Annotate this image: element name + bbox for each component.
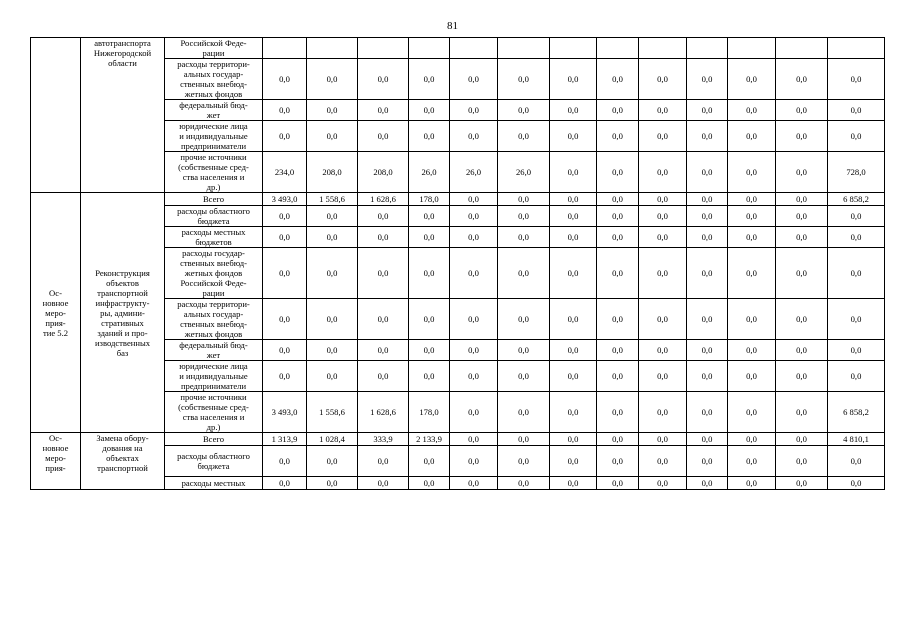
value-cell: 0,0 <box>776 248 828 299</box>
value-cell: 0,0 <box>358 340 409 361</box>
value-cell: 0,0 <box>409 121 450 152</box>
value-cell: 0,0 <box>550 121 597 152</box>
funding-source: юридические лица и индивидуальные предприниматели <box>165 121 263 152</box>
value-cell <box>450 38 498 59</box>
value-cell: 0,0 <box>409 206 450 227</box>
value-cell: 0,0 <box>263 340 307 361</box>
value-cell: 6 858,2 <box>828 392 885 433</box>
value-cell: 0,0 <box>776 193 828 206</box>
funding-source: расходы местных бюджетов <box>165 227 263 248</box>
value-cell: 0,0 <box>828 361 885 392</box>
value-cell: 0,0 <box>498 446 550 477</box>
value-cell: 0,0 <box>307 121 358 152</box>
value-cell: 0,0 <box>550 477 597 490</box>
value-cell: 0,0 <box>828 100 885 121</box>
value-cell: 0,0 <box>550 152 597 193</box>
value-cell: 0,0 <box>498 121 550 152</box>
value-cell: 0,0 <box>409 477 450 490</box>
value-cell: 0,0 <box>450 340 498 361</box>
value-cell: 0,0 <box>639 206 687 227</box>
funding-source: расходы территори- альных государ- ственных внебюд- жетных фондов <box>165 59 263 100</box>
value-cell: 0,0 <box>776 433 828 446</box>
value-cell: 0,0 <box>450 299 498 340</box>
value-cell: 0,0 <box>639 59 687 100</box>
value-cell: 0,0 <box>550 248 597 299</box>
value-cell: 0,0 <box>728 446 776 477</box>
value-cell: 0,0 <box>597 248 639 299</box>
funding-source: расходы областного бюджета <box>165 446 263 477</box>
value-cell: 0,0 <box>550 227 597 248</box>
value-cell: 0,0 <box>687 100 728 121</box>
value-cell: 0,0 <box>728 477 776 490</box>
value-cell: 0,0 <box>639 152 687 193</box>
value-cell: 0,0 <box>776 340 828 361</box>
value-cell: 0,0 <box>450 392 498 433</box>
value-cell: 0,0 <box>450 100 498 121</box>
value-cell: 0,0 <box>597 59 639 100</box>
value-cell: 0,0 <box>597 152 639 193</box>
funding-source: юридические лица и индивидуальные предприниматели <box>165 361 263 392</box>
value-cell: 0,0 <box>550 392 597 433</box>
funding-source: федеральный бюд- жет <box>165 100 263 121</box>
value-cell: 0,0 <box>358 446 409 477</box>
value-cell: 0,0 <box>498 100 550 121</box>
value-cell: 0,0 <box>687 433 728 446</box>
value-cell: 0,0 <box>358 248 409 299</box>
value-cell: 6 858,2 <box>828 193 885 206</box>
value-cell: 0,0 <box>550 299 597 340</box>
value-cell: 0,0 <box>639 248 687 299</box>
value-cell: 0,0 <box>776 206 828 227</box>
value-cell: 0,0 <box>639 340 687 361</box>
value-cell: 0,0 <box>687 193 728 206</box>
value-cell: 0,0 <box>307 446 358 477</box>
value-cell <box>776 38 828 59</box>
value-cell: 0,0 <box>498 340 550 361</box>
value-cell: 0,0 <box>409 361 450 392</box>
value-cell: 0,0 <box>498 227 550 248</box>
value-cell: 0,0 <box>639 477 687 490</box>
value-cell: 0,0 <box>687 206 728 227</box>
value-cell <box>597 38 639 59</box>
value-cell: 2 133,9 <box>409 433 450 446</box>
value-cell: 0,0 <box>597 446 639 477</box>
value-cell: 0,0 <box>450 193 498 206</box>
funding-source: Российской Феде- рации <box>165 38 263 59</box>
value-cell: 0,0 <box>597 433 639 446</box>
value-cell: 0,0 <box>409 299 450 340</box>
value-cell: 0,0 <box>597 477 639 490</box>
value-cell <box>263 38 307 59</box>
value-cell: 0,0 <box>498 206 550 227</box>
table-row <box>31 38 885 59</box>
value-cell: 333,9 <box>358 433 409 446</box>
value-cell: 0,0 <box>639 121 687 152</box>
value-cell: 0,0 <box>450 248 498 299</box>
value-cell: 0,0 <box>550 206 597 227</box>
value-cell: 0,0 <box>307 361 358 392</box>
value-cell: 0,0 <box>307 59 358 100</box>
value-cell: 0,0 <box>550 361 597 392</box>
value-cell: 26,0 <box>409 152 450 193</box>
funding-source: расходы местных <box>165 477 263 490</box>
value-cell: 0,0 <box>498 59 550 100</box>
value-cell: 0,0 <box>307 206 358 227</box>
value-cell: 0,0 <box>597 227 639 248</box>
value-cell: 0,0 <box>498 299 550 340</box>
value-cell: 0,0 <box>828 206 885 227</box>
value-cell: 0,0 <box>687 248 728 299</box>
value-cell: 0,0 <box>550 193 597 206</box>
value-cell <box>639 38 687 59</box>
value-cell: 0,0 <box>639 433 687 446</box>
funding-source: прочие источники (собственные сред- ства населения и др.) <box>165 392 263 433</box>
measure-title: Реконструкция объектов транспортной инфраструкту- ры, админи- стративных зданий и про- изводственных баз <box>81 193 165 433</box>
value-cell: 0,0 <box>687 446 728 477</box>
value-cell: 0,0 <box>728 227 776 248</box>
funding-source: расходы областного бюджета <box>165 206 263 227</box>
value-cell: 0,0 <box>776 477 828 490</box>
value-cell: 0,0 <box>639 227 687 248</box>
value-cell: 0,0 <box>687 59 728 100</box>
value-cell: 0,0 <box>776 152 828 193</box>
value-cell: 0,0 <box>639 392 687 433</box>
value-cell: 0,0 <box>358 100 409 121</box>
value-cell: 0,0 <box>728 152 776 193</box>
value-cell: 0,0 <box>687 392 728 433</box>
value-cell: 1 558,6 <box>307 193 358 206</box>
value-cell: 0,0 <box>498 193 550 206</box>
value-cell: 0,0 <box>409 227 450 248</box>
value-cell <box>358 38 409 59</box>
value-cell: 0,0 <box>450 59 498 100</box>
value-cell: 0,0 <box>358 227 409 248</box>
value-cell <box>498 38 550 59</box>
value-cell <box>828 38 885 59</box>
value-cell: 0,0 <box>776 361 828 392</box>
value-cell: 3 493,0 <box>263 193 307 206</box>
value-cell: 0,0 <box>550 340 597 361</box>
value-cell: 0,0 <box>263 206 307 227</box>
measure-label: Ос- новное меро- прия- <box>31 433 81 490</box>
value-cell: 0,0 <box>358 299 409 340</box>
value-cell: 0,0 <box>450 446 498 477</box>
value-cell: 1 628,6 <box>358 193 409 206</box>
value-cell: 0,0 <box>498 248 550 299</box>
value-cell: 0,0 <box>550 59 597 100</box>
value-cell <box>550 38 597 59</box>
value-cell: 0,0 <box>639 446 687 477</box>
value-cell: 0,0 <box>639 100 687 121</box>
value-cell: 0,0 <box>776 121 828 152</box>
value-cell: 0,0 <box>450 361 498 392</box>
value-cell: 1 628,6 <box>358 392 409 433</box>
value-cell: 0,0 <box>828 248 885 299</box>
value-cell: 0,0 <box>263 446 307 477</box>
value-cell: 0,0 <box>450 433 498 446</box>
value-cell: 208,0 <box>307 152 358 193</box>
value-cell: 0,0 <box>263 100 307 121</box>
value-cell: 0,0 <box>728 392 776 433</box>
value-cell: 0,0 <box>687 121 728 152</box>
value-cell: 0,0 <box>687 227 728 248</box>
value-cell: 0,0 <box>307 477 358 490</box>
value-cell: 208,0 <box>358 152 409 193</box>
value-cell: 0,0 <box>450 121 498 152</box>
value-cell: 0,0 <box>639 299 687 340</box>
value-cell <box>409 38 450 59</box>
value-cell: 178,0 <box>409 392 450 433</box>
value-cell: 0,0 <box>828 477 885 490</box>
value-cell: 0,0 <box>307 340 358 361</box>
value-cell: 0,0 <box>263 59 307 100</box>
table-row <box>31 193 885 206</box>
value-cell: 26,0 <box>498 152 550 193</box>
value-cell: 0,0 <box>263 121 307 152</box>
value-cell: 0,0 <box>597 193 639 206</box>
value-cell: 0,0 <box>597 100 639 121</box>
value-cell: 0,0 <box>307 100 358 121</box>
measure-title: автотранспорта Нижегородской области <box>81 38 165 193</box>
value-cell: 0,0 <box>776 392 828 433</box>
value-cell: 0,0 <box>776 59 828 100</box>
value-cell: 0,0 <box>550 100 597 121</box>
value-cell: 0,0 <box>828 227 885 248</box>
value-cell: 0,0 <box>728 193 776 206</box>
value-cell: 0,0 <box>687 299 728 340</box>
value-cell: 0,0 <box>728 59 776 100</box>
value-cell: 0,0 <box>687 340 728 361</box>
funding-source: Всего <box>165 193 263 206</box>
value-cell: 0,0 <box>728 340 776 361</box>
value-cell: 0,0 <box>597 392 639 433</box>
value-cell: 0,0 <box>263 227 307 248</box>
value-cell: 0,0 <box>728 299 776 340</box>
value-cell: 178,0 <box>409 193 450 206</box>
value-cell: 0,0 <box>307 248 358 299</box>
value-cell: 0,0 <box>550 433 597 446</box>
value-cell: 0,0 <box>597 340 639 361</box>
budget-table <box>30 37 885 490</box>
value-cell: 0,0 <box>828 446 885 477</box>
value-cell <box>728 38 776 59</box>
measure-label <box>31 38 81 193</box>
value-cell: 0,0 <box>358 477 409 490</box>
value-cell: 0,0 <box>776 446 828 477</box>
value-cell: 0,0 <box>450 206 498 227</box>
value-cell: 0,0 <box>776 100 828 121</box>
value-cell: 0,0 <box>597 299 639 340</box>
value-cell: 0,0 <box>828 59 885 100</box>
value-cell: 0,0 <box>728 361 776 392</box>
value-cell: 728,0 <box>828 152 885 193</box>
value-cell: 0,0 <box>409 248 450 299</box>
funding-source: федеральный бюд- жет <box>165 340 263 361</box>
value-cell <box>687 38 728 59</box>
value-cell: 0,0 <box>728 248 776 299</box>
value-cell: 0,0 <box>450 477 498 490</box>
value-cell: 0,0 <box>263 477 307 490</box>
value-cell: 0,0 <box>687 361 728 392</box>
value-cell: 0,0 <box>550 446 597 477</box>
value-cell: 0,0 <box>358 361 409 392</box>
value-cell: 0,0 <box>450 227 498 248</box>
value-cell: 0,0 <box>409 340 450 361</box>
value-cell: 0,0 <box>358 121 409 152</box>
measure-label: Ос- новное меро- прия- тие 5.2 <box>31 193 81 433</box>
value-cell: 4 810,1 <box>828 433 885 446</box>
value-cell: 0,0 <box>728 121 776 152</box>
funding-source: Всего <box>165 433 263 446</box>
value-cell: 0,0 <box>358 59 409 100</box>
value-cell: 0,0 <box>728 100 776 121</box>
value-cell: 0,0 <box>597 361 639 392</box>
value-cell: 0,0 <box>639 193 687 206</box>
value-cell: 0,0 <box>597 121 639 152</box>
value-cell: 1 028,4 <box>307 433 358 446</box>
funding-source: расходы государ- ственных внебюд- жетных фондов Российской Феде- рации <box>165 248 263 299</box>
value-cell: 0,0 <box>687 152 728 193</box>
value-cell: 0,0 <box>409 100 450 121</box>
value-cell: 1 558,6 <box>307 392 358 433</box>
value-cell: 0,0 <box>776 299 828 340</box>
value-cell: 0,0 <box>828 121 885 152</box>
value-cell: 0,0 <box>728 206 776 227</box>
value-cell: 0,0 <box>307 299 358 340</box>
value-cell: 0,0 <box>307 227 358 248</box>
value-cell <box>307 38 358 59</box>
value-cell: 26,0 <box>450 152 498 193</box>
funding-source: расходы территори- альных государ- ственных внебюд- жетных фондов <box>165 299 263 340</box>
value-cell: 0,0 <box>828 340 885 361</box>
value-cell: 1 313,9 <box>263 433 307 446</box>
value-cell: 0,0 <box>358 206 409 227</box>
value-cell: 0,0 <box>498 477 550 490</box>
value-cell: 0,0 <box>776 227 828 248</box>
funding-source: прочие источники (собственные сред- ства населения и др.) <box>165 152 263 193</box>
value-cell: 0,0 <box>498 433 550 446</box>
value-cell: 0,0 <box>409 59 450 100</box>
value-cell: 0,0 <box>498 361 550 392</box>
value-cell: 0,0 <box>597 206 639 227</box>
value-cell: 0,0 <box>639 361 687 392</box>
value-cell: 0,0 <box>498 392 550 433</box>
measure-title: Замена обору- дования на объектах транспортной <box>81 433 165 490</box>
value-cell: 0,0 <box>263 248 307 299</box>
table-row <box>31 433 885 446</box>
value-cell: 0,0 <box>263 361 307 392</box>
value-cell: 234,0 <box>263 152 307 193</box>
value-cell: 0,0 <box>728 433 776 446</box>
value-cell: 0,0 <box>828 299 885 340</box>
page-number: 81 <box>447 20 458 32</box>
value-cell: 0,0 <box>409 446 450 477</box>
value-cell: 3 493,0 <box>263 392 307 433</box>
value-cell: 0,0 <box>263 299 307 340</box>
value-cell: 0,0 <box>687 477 728 490</box>
